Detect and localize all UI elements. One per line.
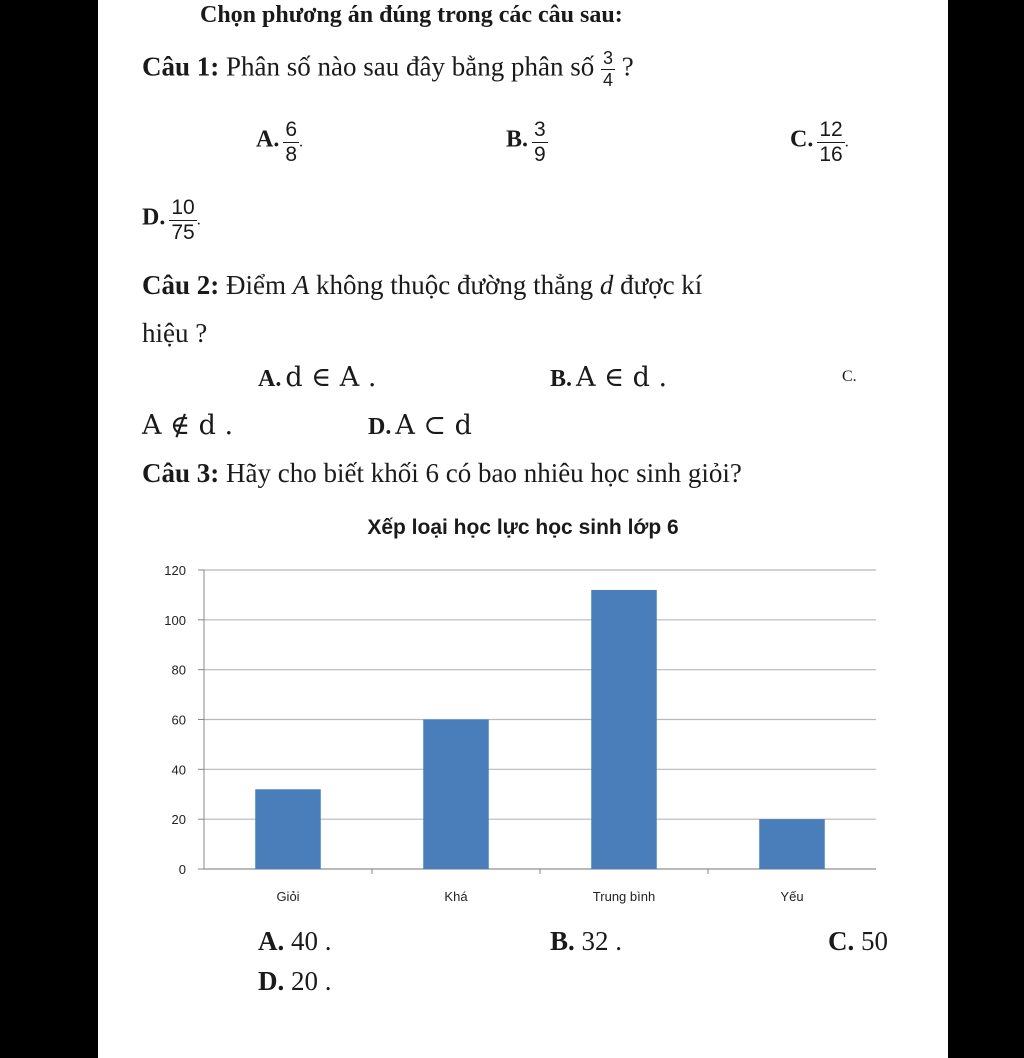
question-2-text-after: được kí	[620, 270, 703, 300]
x-tick-label: Yếu	[780, 889, 804, 904]
q2-option-c-letter[interactable]: C.	[842, 368, 857, 385]
option-value: 50	[861, 926, 888, 956]
y-tick-label: 80	[171, 662, 186, 678]
option-fraction	[532, 118, 548, 167]
x-tick-label: Trung bình	[592, 889, 656, 904]
option-expression: d ∈ A .	[285, 362, 377, 393]
q2-option-d[interactable]	[368, 410, 472, 441]
bar-1	[255, 789, 321, 869]
option-tail: .	[844, 133, 849, 151]
question-1-label: Câu 1:	[142, 51, 220, 82]
q3-option-d[interactable]	[258, 966, 332, 997]
fraction-denominator: 8	[285, 143, 298, 167]
q3-option-a[interactable]	[258, 926, 332, 957]
option-letter: D.	[258, 966, 285, 996]
option-value: 20 .	[291, 966, 332, 996]
question-2-text-mid: không thuộc đường thẳng	[316, 270, 594, 300]
document-page	[98, 0, 948, 1058]
q1-option-c[interactable]	[790, 118, 849, 167]
question-1	[142, 48, 634, 90]
x-tick-label: Khá	[444, 889, 468, 904]
option-letter: A.	[258, 366, 282, 392]
fraction-numerator: 3	[532, 118, 548, 143]
y-tick-label: 0	[178, 862, 186, 877]
option-letter: B.	[506, 126, 529, 153]
q2-option-a[interactable]	[258, 362, 376, 393]
option-letter: D.	[142, 204, 166, 231]
question-1-fraction	[601, 48, 615, 90]
q1-option-a[interactable]	[256, 118, 303, 167]
question-2-label: Câu 2:	[142, 270, 220, 300]
option-fraction	[283, 118, 299, 167]
option-letter: B.	[550, 366, 573, 392]
question-2-line-2: hiệu ?	[142, 318, 208, 348]
y-tick-label: 60	[171, 712, 186, 728]
option-fraction	[817, 118, 844, 167]
fraction-denominator: 75	[171, 221, 195, 245]
fraction-denominator: 4	[602, 69, 613, 90]
variable-a: A	[292, 270, 310, 300]
option-letter: A.	[256, 126, 280, 153]
option-value: 40 .	[291, 926, 332, 956]
y-tick-label: 40	[171, 762, 186, 778]
fraction-numerator: 6	[283, 118, 299, 143]
option-letter: B.	[550, 926, 575, 956]
option-letter: A.	[258, 926, 285, 956]
y-tick-label: 20	[171, 812, 186, 828]
option-expression: A ∈ d .	[576, 362, 668, 393]
x-tick-label: Giỏi	[276, 889, 300, 904]
option-letter: C.	[828, 926, 855, 956]
q2-option-b[interactable]	[550, 362, 667, 393]
bar-2	[423, 720, 489, 870]
question-1-text: Phân số nào sau đây bằng phân số	[226, 51, 595, 82]
question-3-label: Câu 3:	[142, 458, 220, 488]
fraction-denominator: 9	[534, 143, 546, 167]
fraction-denominator: 16	[819, 143, 843, 167]
option-letter: D.	[368, 414, 392, 440]
fraction-numerator: 3	[602, 48, 613, 68]
q2-option-c-expression[interactable]: A ∉ d .	[142, 410, 234, 441]
option-tail: .	[196, 211, 201, 229]
bar-4	[759, 819, 825, 869]
question-2	[142, 270, 702, 301]
instructions-heading: Chọn phương án đúng trong các câu sau:	[200, 2, 623, 28]
question-2-text-before: Điểm	[226, 270, 287, 300]
q3-option-b[interactable]	[550, 926, 622, 957]
bar-chart	[98, 550, 948, 920]
y-tick-label: 120	[164, 563, 186, 578]
question-3	[142, 458, 742, 489]
question-mark: ?	[621, 51, 634, 82]
fraction-numerator: 10	[169, 196, 196, 221]
option-tail: .	[299, 133, 304, 151]
q3-option-c[interactable]	[828, 926, 888, 957]
chart-title: Xếp loại học lực học sinh lớp 6	[367, 516, 679, 539]
q1-option-b[interactable]	[506, 118, 548, 167]
y-tick-label: 100	[164, 612, 186, 628]
option-value: 32 .	[581, 926, 623, 956]
bar-3	[591, 590, 657, 869]
option-expression: A ⊂ d	[395, 410, 472, 441]
q1-option-d[interactable]	[142, 196, 201, 245]
option-fraction	[169, 196, 196, 245]
option-letter: C.	[790, 126, 814, 153]
fraction-numerator: 12	[817, 118, 844, 143]
variable-d: d	[599, 270, 614, 300]
question-3-text: Hãy cho biết khối 6 có bao nhiêu học sinh giỏi?	[226, 458, 742, 488]
